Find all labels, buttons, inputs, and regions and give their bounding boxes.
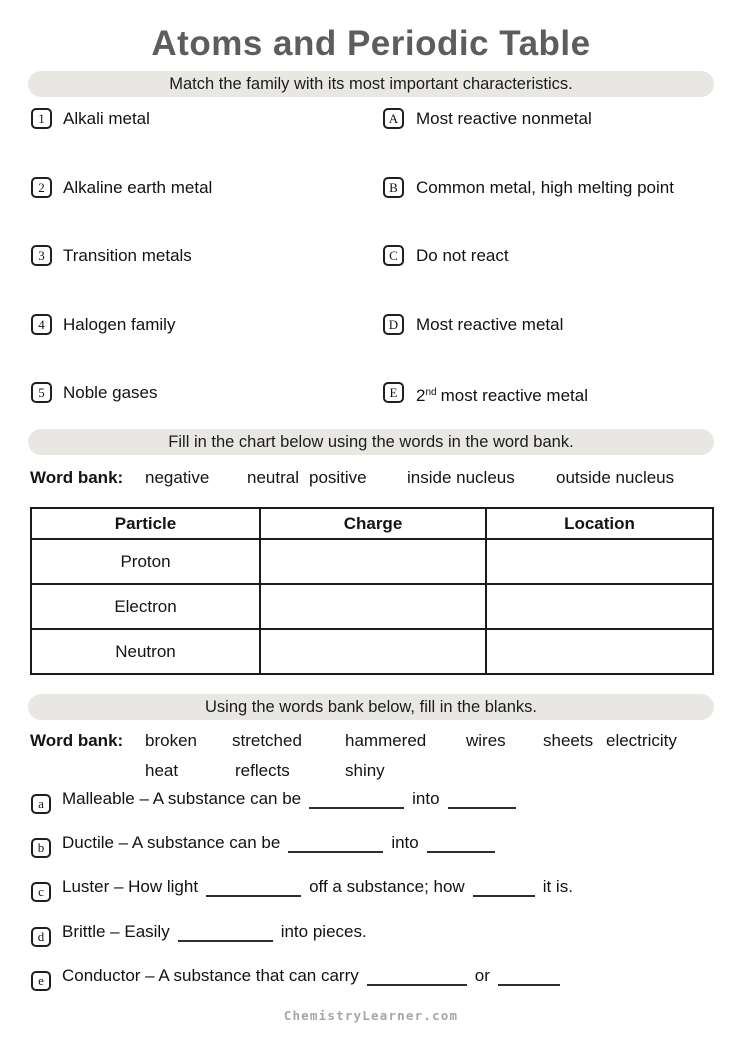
blank-line[interactable] xyxy=(288,837,383,853)
number-box xyxy=(31,108,52,129)
ordinal-suffix: nd xyxy=(425,387,437,398)
fill-item-conductor: e Conductor – A substance that can carry or xyxy=(31,966,731,992)
word-bank-word: hammered xyxy=(345,731,427,750)
letter-box xyxy=(383,177,404,198)
word-bank-word: heat xyxy=(145,761,179,780)
number-box-label: 2 xyxy=(38,179,45,195)
word-bank-word: broken xyxy=(145,731,197,750)
match-row xyxy=(0,245,742,269)
table-row xyxy=(31,539,713,584)
blank-line[interactable] xyxy=(367,970,467,986)
word-bank-word: outside nucleus xyxy=(556,468,675,487)
letter-box-label: E xyxy=(389,384,398,400)
match-right-label: Do not react xyxy=(416,246,509,265)
particle-cell: Proton xyxy=(31,539,260,584)
ordinal-number: 2 xyxy=(416,386,426,405)
table-row xyxy=(31,584,713,629)
table-row xyxy=(31,629,713,674)
charge-cell-empty[interactable] xyxy=(260,584,486,629)
number-box-label: 3 xyxy=(38,247,45,263)
letter-box-label: d xyxy=(37,929,45,944)
site-credit: ChemistryLearner.com xyxy=(283,1008,459,1023)
column-header: Location xyxy=(486,508,713,539)
letter-box-label: a xyxy=(38,796,44,811)
match-right-label: Most reactive metal xyxy=(416,315,564,334)
location-cell-empty[interactable] xyxy=(486,539,713,584)
match-left-label: Transition metals xyxy=(63,246,192,265)
letter-box xyxy=(31,927,51,947)
ordinal-rest: most reactive metal xyxy=(440,386,588,405)
number-box-label: 5 xyxy=(38,384,45,400)
letter-box xyxy=(383,108,404,129)
match-row xyxy=(0,314,742,338)
number-box xyxy=(31,314,52,335)
blank-line[interactable] xyxy=(448,793,516,809)
charge-cell-empty[interactable] xyxy=(260,629,486,674)
word-bank-label: Word bank: xyxy=(30,731,124,750)
letter-box xyxy=(31,971,51,991)
blank-line[interactable] xyxy=(309,793,404,809)
section-banner-matching: Match the family with its most important characteristics. xyxy=(28,71,714,97)
section-banner-chart: Fill in the chart below using the words in the word bank. xyxy=(28,429,714,455)
letter-box-label: B xyxy=(389,179,398,195)
match-right-label: Common metal, high melting point xyxy=(416,178,674,197)
letter-box xyxy=(383,245,404,266)
column-header: Charge xyxy=(260,508,486,539)
fill-item-ductile: b Ductile – A substance can be into xyxy=(31,833,731,859)
blank-line[interactable] xyxy=(473,881,535,897)
word-bank-1 xyxy=(0,468,742,490)
particle-cell: Electron xyxy=(31,584,260,629)
letter-box xyxy=(31,794,51,814)
match-left-label: Halogen family xyxy=(63,315,176,334)
location-cell-empty[interactable] xyxy=(486,584,713,629)
letter-box xyxy=(31,838,51,858)
letter-box xyxy=(383,382,404,403)
match-left-label: Noble gases xyxy=(63,383,158,402)
charge-cell-empty[interactable] xyxy=(260,539,486,584)
match-row xyxy=(0,108,742,132)
letter-box-label: b xyxy=(37,840,45,855)
word-bank-word: reflects xyxy=(235,761,290,780)
number-box-label: 1 xyxy=(38,110,45,126)
location-cell-empty[interactable] xyxy=(486,629,713,674)
letter-box-label: C xyxy=(389,247,398,263)
word-bank-word: positive xyxy=(309,468,367,487)
match-left-label: Alkali metal xyxy=(63,109,150,128)
word-bank-word: inside nucleus xyxy=(407,468,515,487)
word-bank-word: shiny xyxy=(345,761,385,780)
word-bank-word: stretched xyxy=(232,731,302,750)
word-bank-word: electricity xyxy=(606,731,677,750)
word-bank-2-row-2 xyxy=(0,761,742,783)
section-banner-blanks: Using the words bank below, fill in the blanks. xyxy=(28,694,714,720)
word-bank-word: wires xyxy=(466,731,506,750)
blank-line[interactable] xyxy=(427,837,495,853)
letter-box-label: e xyxy=(38,973,44,988)
blank-line[interactable] xyxy=(498,970,560,986)
number-box-label: 4 xyxy=(38,316,45,332)
number-box xyxy=(31,382,52,403)
letter-box-label: A xyxy=(388,110,399,126)
match-right-label xyxy=(416,382,588,407)
letter-box xyxy=(31,882,51,902)
fill-item-brittle: d Brittle – Easily into pieces. xyxy=(31,922,731,948)
match-left-label: Alkaline earth metal xyxy=(63,178,213,197)
fill-item-malleable: a Malleable – A substance can be into xyxy=(31,789,731,815)
fill-item-luster: c Luster – How light off a substance; how it is. xyxy=(31,877,731,903)
word-bank-word: sheets xyxy=(543,731,594,750)
page-title: Atoms and Periodic Table xyxy=(151,24,591,63)
blank-line[interactable] xyxy=(178,926,273,942)
word-bank-word: neutral xyxy=(247,468,299,487)
number-box xyxy=(31,177,52,198)
particle-chart-table xyxy=(30,507,714,675)
number-box xyxy=(31,245,52,266)
word-bank-label: Word bank: xyxy=(30,468,124,487)
match-row xyxy=(0,177,742,201)
letter-box xyxy=(383,314,404,335)
letter-box-label: D xyxy=(388,316,399,332)
column-header: Particle xyxy=(31,508,260,539)
match-right-label: Most reactive nonmetal xyxy=(416,109,592,128)
letter-box-label: c xyxy=(38,884,44,899)
match-row xyxy=(0,382,742,406)
word-bank-word: negative xyxy=(145,468,210,487)
word-bank-2-row-1 xyxy=(0,731,742,753)
blank-line[interactable] xyxy=(206,881,301,897)
particle-cell: Neutron xyxy=(31,629,260,674)
